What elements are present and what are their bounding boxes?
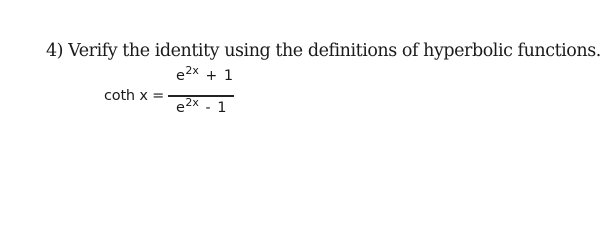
problem-heading: 4) Verify the identity using the definitions of hyperbolic functions.	[46, 41, 601, 61]
fraction-numerator	[176, 64, 234, 84]
equation-left-side: coth x =	[104, 88, 165, 104]
numerator-exponent: 2x	[185, 64, 199, 77]
fraction-denominator	[176, 96, 227, 116]
denominator-constant: 1	[217, 100, 227, 116]
equation-fraction	[168, 64, 236, 124]
numerator-base: e	[176, 68, 185, 84]
denominator-base: e	[176, 100, 185, 116]
fraction-bar	[168, 95, 234, 97]
numerator-constant: 1	[223, 68, 234, 84]
denominator-exponent: 2x	[185, 96, 199, 109]
denominator-operator: -	[205, 100, 211, 116]
numerator-operator: +	[205, 68, 218, 84]
